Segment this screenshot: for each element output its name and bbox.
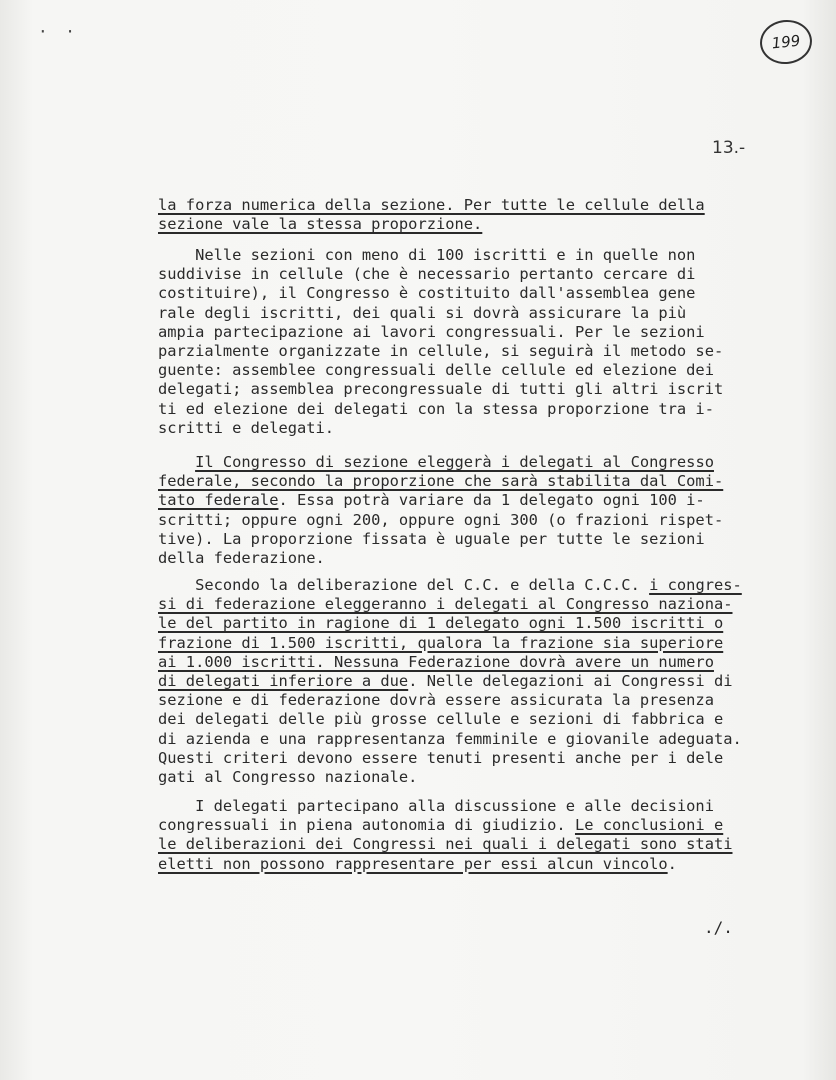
text-segment: . xyxy=(667,854,677,873)
text-segment: guente: assemblee congressuali delle cellule ed elezione dei xyxy=(158,361,714,380)
stamp-number: 199 xyxy=(770,31,802,53)
text-segment: dei delegati delle più grosse cellule e sezioni di fabbrica e xyxy=(158,710,724,729)
text-line xyxy=(158,634,772,653)
text-line xyxy=(158,710,772,729)
text-line xyxy=(158,453,772,472)
underlined-text: ai 1.000 iscritti. Nessuna Federazione dovrà avere un numero xyxy=(158,652,714,671)
archive-stamp xyxy=(758,17,814,66)
text-line xyxy=(158,511,772,530)
underlined-text: si di federazione eleggeranno i delegati al Congresso naziona- xyxy=(158,595,733,614)
text-line xyxy=(158,472,772,491)
text-line xyxy=(158,691,772,710)
text-segment: rale degli iscritti, dei quali si dovrà assicurare la più xyxy=(158,303,687,322)
text-segment: parzialmente organizzate in cellule, si seguirà il metodo se- xyxy=(158,342,724,361)
text-segment: I delegati partecipano alla discussione e alle decisioni xyxy=(158,797,714,815)
text-line xyxy=(158,419,772,438)
text-line xyxy=(158,265,772,284)
underlined-text: di delegati inferiore a due xyxy=(158,672,409,691)
text-segment: congressuali in piena autonomia di giudizio. xyxy=(158,816,575,835)
underlined-text: frazione di 1.500 iscritti, qualora la frazione sia superiore xyxy=(158,633,724,652)
text-line xyxy=(158,576,772,595)
paragraph-delegates-autonomy xyxy=(158,797,772,874)
text-segment: Nelle sezioni con meno di 100 iscritti e in quelle non xyxy=(158,246,696,264)
text-line xyxy=(158,304,772,323)
text-segment: ampia partecipazione ai lavori congressuali. Per le sezioni xyxy=(158,322,705,341)
corner-dots: · · xyxy=(38,22,79,41)
text-segment: delegati; assemblea precongressuale di tutti gli altri iscrit xyxy=(158,380,724,399)
underlined-text: le deliberazioni dei Congressi nei quali i delegati sono stati xyxy=(158,835,733,854)
text-segment: Questi criteri devono essere tenuti presenti anche per i dele xyxy=(158,748,724,767)
text-line xyxy=(158,672,772,691)
underlined-text: le del partito in ragione di 1 delegato ogni 1.500 iscritti o xyxy=(158,614,724,633)
text-segment: suddivise in cellule (che è necessario pertanto cercare di xyxy=(158,265,696,284)
text-segment: . Nelle delegazioni ai Congressi di xyxy=(408,672,733,691)
text-segment: ti ed elezione dei delegati con la stessa proporzione tra i- xyxy=(158,399,714,418)
underlined-text: la forza numerica della sezione. Per tutte le cellule della xyxy=(158,196,705,214)
text-line xyxy=(158,549,772,568)
underlined-text: Le conclusioni e xyxy=(574,816,724,835)
text-segment: . Essa potrà variare da 1 delegato ogni 100 i- xyxy=(278,491,705,510)
text-line xyxy=(158,491,772,510)
text-line xyxy=(158,816,772,835)
page-number: 13.- xyxy=(712,138,746,158)
text-segment xyxy=(158,453,195,471)
paragraph-federation-congress xyxy=(158,576,772,787)
text-segment: della federazione. xyxy=(158,549,325,568)
text-segment: sezione e di federazione dovrà essere assicurata la presenza xyxy=(158,691,714,710)
text-line xyxy=(158,380,772,399)
text-line xyxy=(158,361,772,380)
text-line xyxy=(158,653,772,672)
text-line xyxy=(158,595,772,614)
text-line xyxy=(158,530,772,549)
text-line xyxy=(158,246,772,265)
closing-mark: ./. xyxy=(704,918,733,937)
text-line xyxy=(158,215,772,234)
underlined-text: tato federale xyxy=(158,491,279,510)
text-segment: tive). La proporzione fissata è uguale per tutte le sezioni xyxy=(158,529,705,548)
text-line xyxy=(158,342,772,361)
text-segment: scritti e delegati. xyxy=(158,418,335,437)
paragraph-small-sections xyxy=(158,246,772,438)
text-line xyxy=(158,797,772,816)
text-segment: scritti; oppure ogni 200, oppure ogni 300 (o frazioni rispet- xyxy=(158,510,724,529)
underlined-text: i congres- xyxy=(649,576,742,594)
underlined-text: federale, secondo la proporzione che sarà stabilita dal Comi- xyxy=(158,472,724,491)
paragraph-continuation xyxy=(158,196,772,234)
text-line xyxy=(158,196,772,215)
text-line xyxy=(158,835,772,854)
paragraph-section-congress xyxy=(158,453,772,568)
text-line xyxy=(158,730,772,749)
text-line xyxy=(158,614,772,633)
text-segment: di azienda e una rappresentanza femminile e giovanile adeguata. xyxy=(158,729,742,748)
text-segment: costituire), il Congresso è costituito dall'assemblea gene xyxy=(158,284,696,303)
underlined-text: eletti non possono rappresentare per essi alcun vincolo xyxy=(158,854,668,873)
text-line xyxy=(158,749,772,768)
text-line xyxy=(158,284,772,303)
text-line xyxy=(158,768,772,787)
text-line xyxy=(158,855,772,874)
underlined-text: sezione vale la stessa proporzione. xyxy=(158,215,483,234)
text-line xyxy=(158,400,772,419)
text-line xyxy=(158,323,772,342)
text-segment: Secondo la deliberazione del C.C. e della C.C.C. xyxy=(158,576,650,594)
underlined-text: Il Congresso di sezione eleggerà i delegati al Congresso xyxy=(195,453,714,471)
text-segment: gati al Congresso nazionale. xyxy=(158,768,418,787)
